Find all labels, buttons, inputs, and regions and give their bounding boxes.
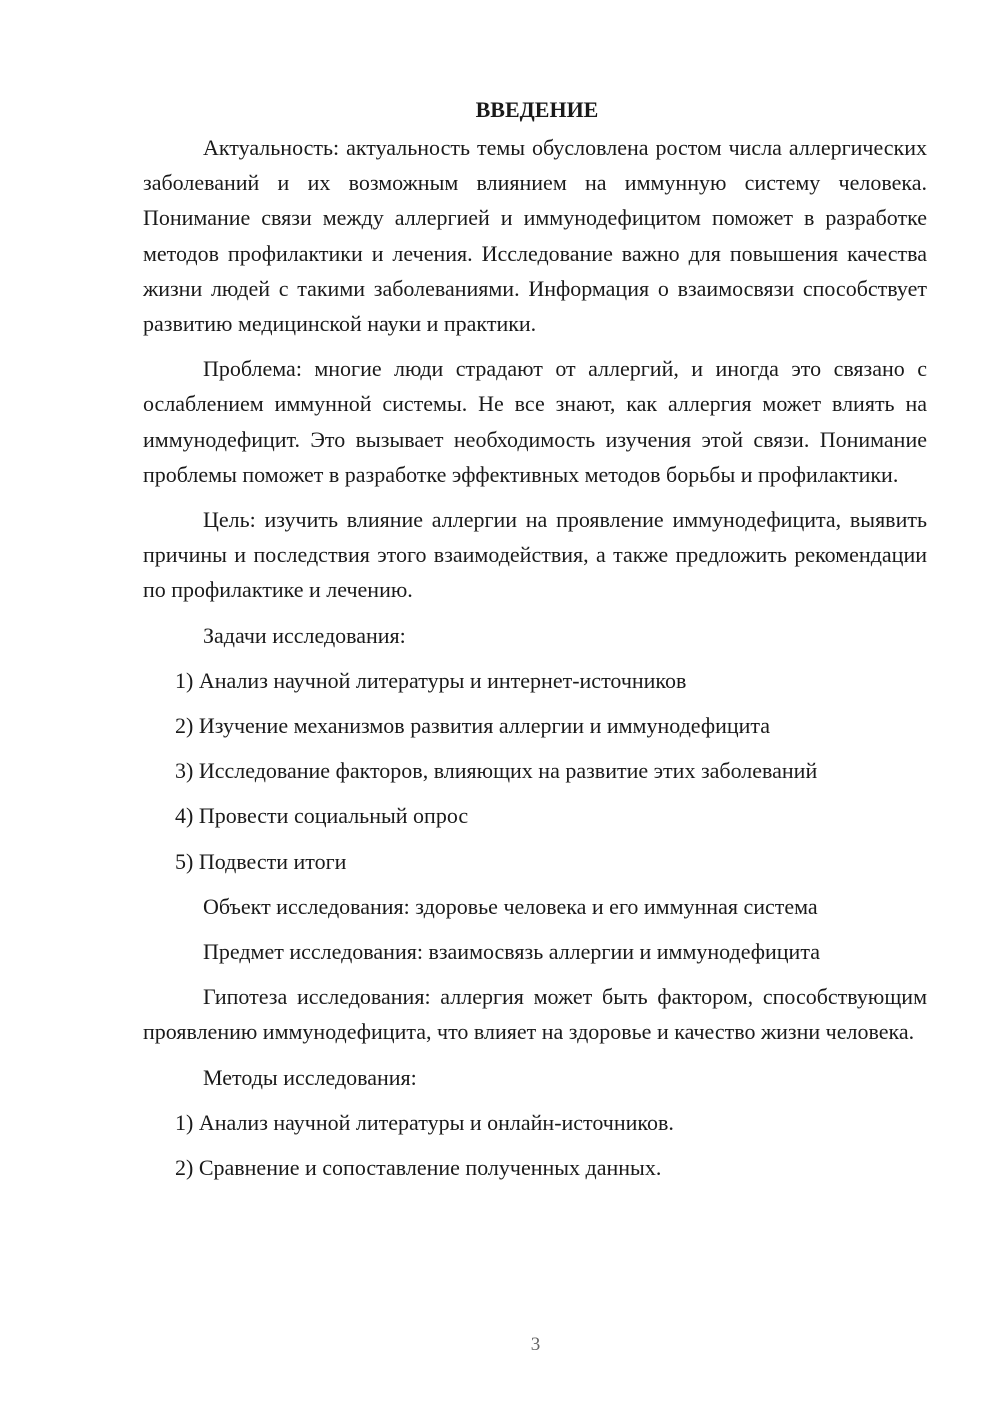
problem-paragraph: Проблема: многие люди страдают от аллергий, и иногда это связано с ослаблением иммунной системы. Не все знают, как аллергия может влиять на иммунодефицит. Это вызывает необходимость изучения этой связи. Понимание проблемы поможет в разработке эффективных методов борьбы и профилактики. [143,356,927,487]
task-item: 5) Подвести итоги [175,848,347,874]
object-line: Объект исследования: здоровье человека и его иммунная система [203,893,818,919]
method-item: 1) Анализ научной литературы и онлайн-источников. [175,1109,674,1135]
page-content [143,92,927,1195]
section-title: ВВЕДЕНИЕ [475,97,599,122]
tasks-heading: Задачи исследования: [203,622,406,648]
page-number: 3 [530,1334,541,1355]
goal-paragraph: Цель: изучить влияние аллергии на проявление иммунодефицита, выявить причины и последствия этого взаимодействия, а также предложить рекомендации по профилактике и лечению. [143,507,927,603]
task-item: 2) Изучение механизмов развития аллергии и иммунодефицита [175,713,771,739]
task-item: 4) Провести социальный опрос [175,803,469,829]
methods-heading: Методы исследования: [203,1064,417,1090]
task-item: 1) Анализ научной литературы и интернет-источников [175,667,687,693]
task-item: 3) Исследование факторов, влияющих на развитие этих заболеваний [175,758,818,784]
hypothesis-paragraph: Гипотеза исследования: аллергия может быть фактором, способствующим проявлению иммунодефицита, что влияет на здоровье и качество жизни человека. [143,984,927,1045]
method-item: 2) Сравнение и сопоставление полученных данных. [175,1155,662,1181]
subject-line: Предмет исследования: взаимосвязь аллергии и иммунодефицита [203,939,820,965]
relevance-paragraph: Актуальность: актуальность темы обусловлена ростом числа аллергических заболеваний и их возможным влиянием на иммунную систему человека. Понимание связи между аллергией и иммунодефицитом поможет в разработке методов профилактики и лечения. Исследование важно для повышения качества жизни людей с такими заболеваниями. Информация о взаимосвязи способствует развитию медицинской науки и практики. [143,135,927,337]
